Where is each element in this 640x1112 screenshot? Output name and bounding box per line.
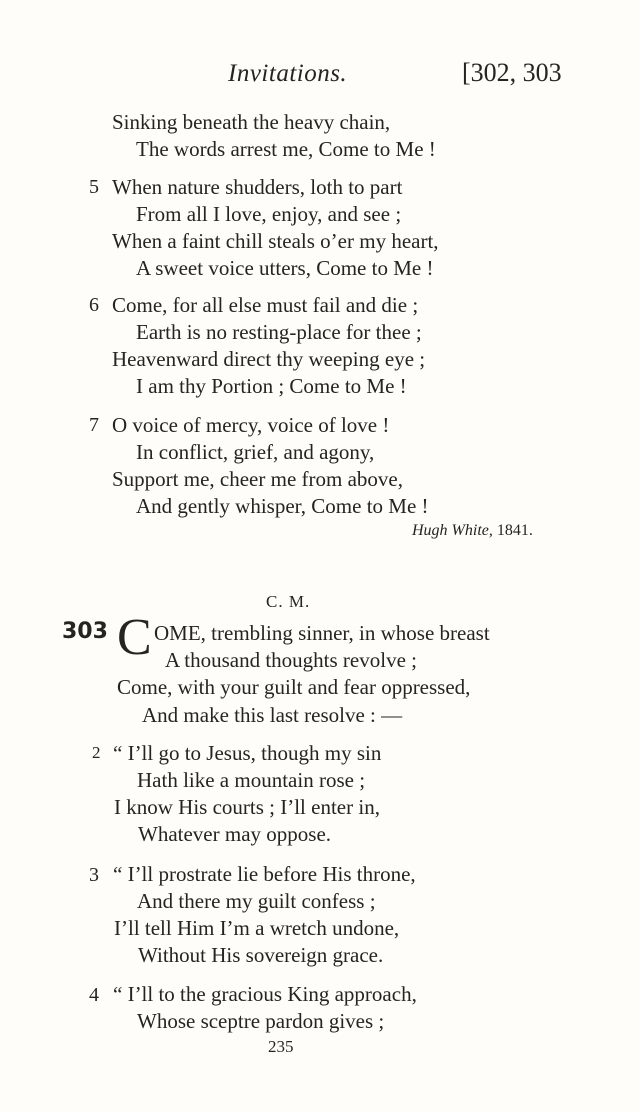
author-name: Hugh White, [412,522,493,539]
verse-line: In conflict, grief, and agony, [136,440,375,464]
hymn-range: [302, 303 [462,58,562,87]
stanza-number: 2 [92,743,101,762]
stanza-number: 4 [89,984,99,1006]
author-year: 1841. [496,522,533,539]
verse-line: And make this last resolve : — [142,703,403,727]
running-title: Invitations. [228,60,348,87]
verse-line: OME, trembling sinner, in whose breast [154,621,490,645]
hymn-number: 303 [62,619,108,644]
verse-line: “ I’ll to the gracious King approach, [113,982,417,1006]
stanza-number: 5 [89,176,99,198]
verse-line: When a faint chill steals o’er my heart, [112,229,439,253]
stanza-number: 7 [89,414,99,436]
verse-line: From all I love, enjoy, and see ; [136,202,402,226]
hymn-attribution [412,522,533,540]
verse-line: Come, for all else must fail and die ; [112,293,419,317]
page-number: 235 [268,1037,294,1056]
verse-line: And gently whisper, Come to Me ! [136,494,429,518]
verse-line: Come, with your guilt and fear oppressed, [117,675,471,699]
verse-line: I am thy Portion ; Come to Me ! [136,374,407,398]
verse-line: O voice of mercy, voice of love ! [112,413,390,437]
verse-line: Support me, cheer me from above, [112,467,403,491]
verse-line: “ I’ll prostrate lie before His throne, [113,862,416,886]
verse-line: I know His courts ; I’ll enter in, [114,795,380,819]
verse-line: I’ll tell Him I’m a wretch undone, [114,916,400,940]
verse-line: And there my guilt confess ; [137,889,376,913]
verse-line: Without His sovereign grace. [138,943,384,967]
verse-line: Heavenward direct thy weeping eye ; [112,347,426,371]
stanza-number: 6 [89,294,99,316]
verse-line: “ I’ll go to Jesus, though my sin [113,741,382,765]
verse-line: Earth is no resting-place for thee ; [136,320,422,344]
drop-cap: C [117,609,152,666]
verse-line: Hath like a mountain rose ; [137,768,366,792]
verse-line: Whatever may oppose. [138,822,332,846]
verse-line: The words arrest me, Come to Me ! [136,137,436,161]
verse-line: A thousand thoughts revolve ; [165,648,417,672]
verse-line: Sinking beneath the heavy chain, [112,110,391,134]
verse-line: A sweet voice utters, Come to Me ! [136,256,434,280]
verse-line: Whose sceptre pardon gives ; [137,1009,385,1033]
verse-line: When nature shudders, loth to part [112,175,403,199]
meter-label: C. M. [266,592,311,611]
stanza-number: 3 [89,864,99,886]
